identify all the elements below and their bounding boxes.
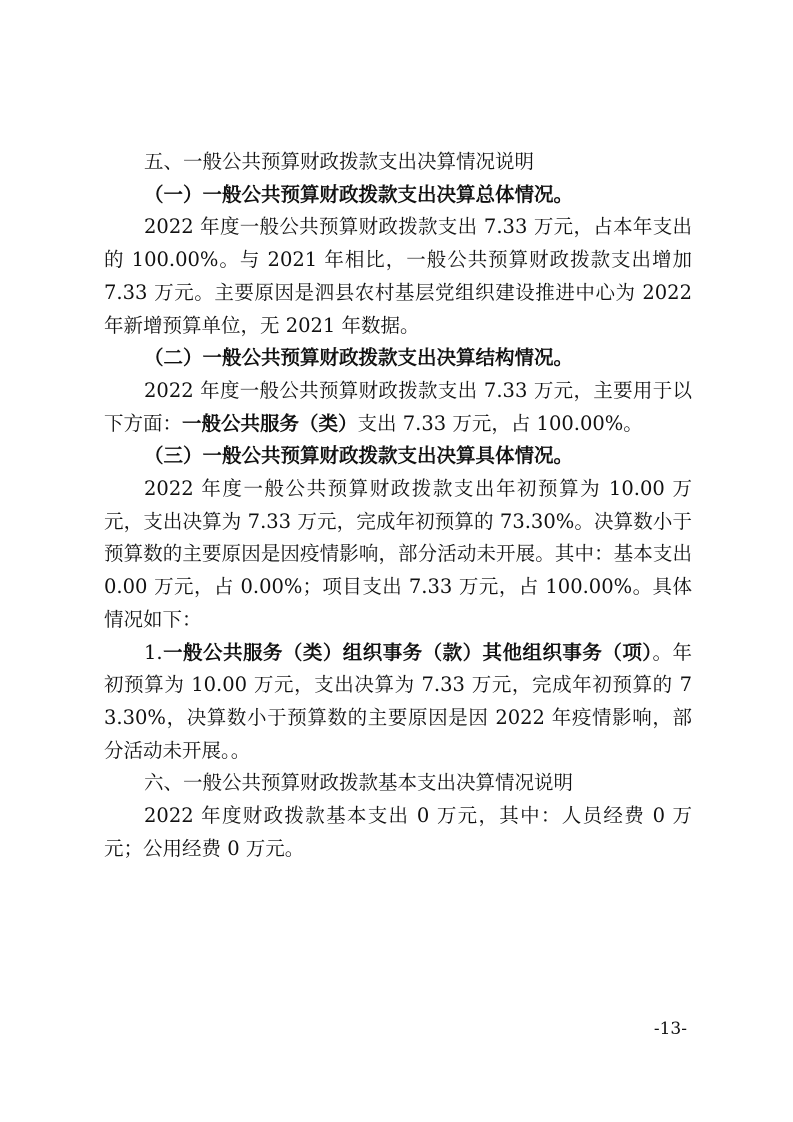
section-5-3-paragraph: 2022 年度一般公共预算财政拨款支出年初预算为 10.00 万元，支出决算为 7.33 万元，完成年初预算的 73.30%。决算数小于预算数的主要原因是因疫情影响，部分活动未开展。其中：基本支出 0.00 万元，占 0.00%；项目支出 7.33 万元，占 100.00%。具体情况如下：	[104, 477, 692, 631]
section-5-heading: 五、一般公共预算财政拨款支出决算情况说明	[144, 150, 535, 173]
item-1-title: 一般公共服务（类）组织事务（款）其他组织事务（项）	[162, 640, 653, 664]
section-5-2-heading: （二）一般公共预算财政拨款支出决算结构情况。	[144, 346, 574, 370]
section-6-paragraph: 2022 年度财政拨款基本支出 0 万元，其中：人员经费 0 万元；公用经费 0 万元。	[104, 804, 692, 860]
section-5-3-item-1	[104, 637, 692, 768]
section-6-heading: 六、一般公共预算财政拨款基本支出决算情况说明	[144, 771, 574, 795]
item-1-number: 1.	[144, 640, 163, 664]
document-body	[104, 146, 692, 865]
section-5-1-heading: （一）一般公共预算财政拨款支出决算总体情况。	[144, 182, 574, 206]
item-1-body: 。年初预算为 10.00 万元，支出决算为 7.33 万元，完成年初预算的 73.30%，决算数小于预算数的主要原因是因 2022 年疫情影响，部分活动未开展。。	[104, 640, 692, 762]
section-5-2-text-after: 支出 7.33 万元，占 100.00%。	[357, 411, 643, 435]
section-5-2-text-before: 2022 年度一般公共预算财政拨款支出 7.33 万元，主要用于以下方面：	[104, 378, 692, 435]
section-5-3-heading: （三）一般公共预算财政拨款支出决算具体情况。	[144, 444, 574, 468]
section-5-2-paragraph	[104, 375, 692, 440]
section-5-2-category: 一般公共服务（类）	[182, 411, 358, 435]
page-number: -13-	[653, 1019, 687, 1039]
section-5-1-paragraph: 2022 年度一般公共预算财政拨款支出 7.33 万元，占本年支出的 100.00%。与 2021 年相比，一般公共预算财政拨款支出增加 7.33 万元。主要原因是泗县农村基层党组织建设推进中心为 2022 年新增预算单位，无 2021 年数据。	[104, 215, 692, 337]
